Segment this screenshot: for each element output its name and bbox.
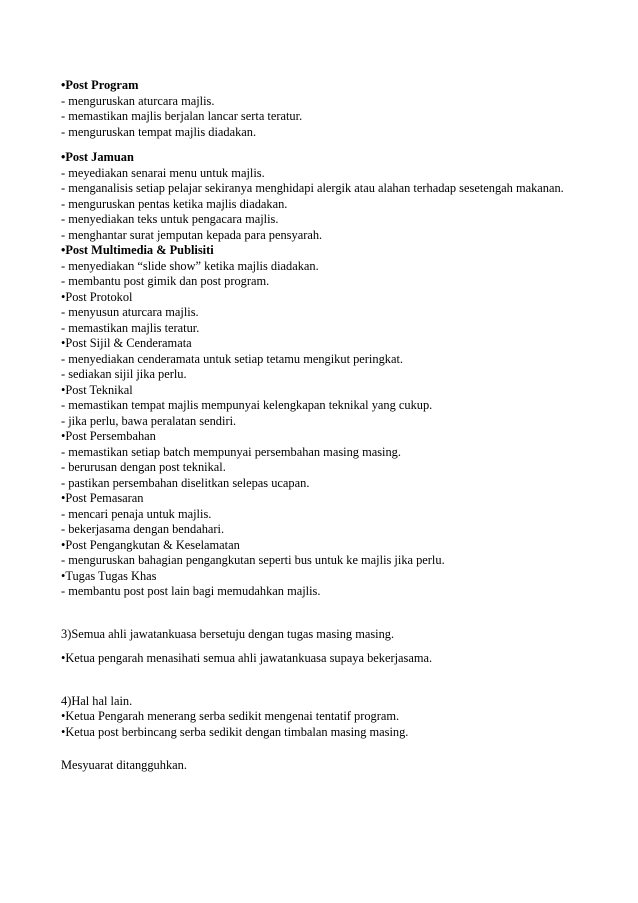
heading-post-program: •Post Program (61, 78, 139, 92)
list-item: - bekerjasama dengan bendahari. (61, 522, 225, 536)
list-item: - menguruskan bahagian pengangkutan seperti bus untuk ke majlis jika perlu. (61, 553, 445, 567)
list-item: - membantu post post lain bagi memudahkan majlis. (61, 584, 321, 598)
list-item: - menguruskan tempat majlis diadakan. (61, 124, 257, 139)
section-closing (61, 758, 601, 774)
list-item: - menguruskan pentas ketika majlis diadakan. (61, 196, 288, 211)
list-item: - membantu post gimik dan post program. (61, 274, 270, 288)
heading-post-sijil: •Post Sijil & Cenderamata (61, 336, 192, 350)
heading-post-persembahan: •Post Persembahan (61, 429, 156, 443)
list-item: - menyusun aturcara majlis. (61, 305, 199, 319)
heading-post-protokol: •Post Protokol (61, 289, 133, 304)
list-item: - meyediakan senarai menu untuk majlis. (61, 165, 265, 180)
heading-post-pemasaran: •Post Pemasaran (61, 491, 144, 505)
list-item: - menganalisis setiap pelajar sekiranya menghidapi alergik atau alahan terhadap sesetengah makanan. (61, 181, 564, 195)
section-item-3 (61, 627, 601, 667)
list-item: - menyediakan teks untuk pengacara majlis. (61, 212, 279, 226)
heading-post-jamuan: •Post Jamuan (61, 150, 134, 164)
document-page (61, 78, 601, 774)
heading-post-pengangkutan: •Post Pengangkutan & Keselamatan (61, 537, 240, 552)
list-item: - menguruskan aturcara majlis. (61, 93, 215, 108)
section-item-4 (61, 694, 601, 741)
list-item: •Ketua Pengarah menerang serba sedikit mengenai tentatif program. (61, 709, 400, 723)
section-post-program (61, 78, 601, 140)
list-item: - mencari penaja untuk majlis. (61, 506, 212, 521)
list-item: - menyediakan “slide show” ketika majlis diadakan. (61, 258, 319, 273)
closing-statement: Mesyuarat ditangguhkan. (61, 758, 187, 772)
list-item: - pastikan persembahan diselitkan selepas ucapan. (61, 475, 310, 490)
list-item: - sediakan sijil jika perlu. (61, 367, 187, 381)
heading-tugas-khas: •Tugas Tugas Khas (61, 568, 157, 583)
section-post-list (61, 150, 601, 600)
list-item: - menyediakan cenderamata untuk setiap tetamu mengikut peringkat. (61, 351, 403, 366)
list-item: •Ketua pengarah menasihati semua ahli jawatankuasa supaya bekerjasama. (61, 651, 433, 665)
list-item: - jika perlu, bawa peralatan sendiri. (61, 413, 237, 428)
list-item: •Ketua post berbincang serba sedikit dengan timbalan masing masing. (61, 724, 409, 739)
list-item: - memastikan tempat majlis mempunyai kelengkapan teknikal yang cukup. (61, 398, 433, 412)
list-item: - berurusan dengan post teknikal. (61, 460, 226, 474)
heading-post-multimedia: •Post Multimedia & Publisiti (61, 243, 214, 257)
agenda-item-3: 3)Semua ahli jawatankuasa bersetuju dengan tugas masing masing. (61, 626, 395, 641)
list-item: - memastikan majlis berjalan lancar serta teratur. (61, 109, 303, 123)
heading-post-teknikal: •Post Teknikal (61, 382, 133, 397)
list-item: - menghantar surat jemputan kepada para pensyarah. (61, 227, 323, 242)
list-item: - memastikan setiap batch mempunyai persembahan masing masing. (61, 444, 401, 459)
agenda-item-4: 4)Hal hal lain. (61, 693, 133, 708)
list-item: - memastikan majlis teratur. (61, 320, 200, 335)
